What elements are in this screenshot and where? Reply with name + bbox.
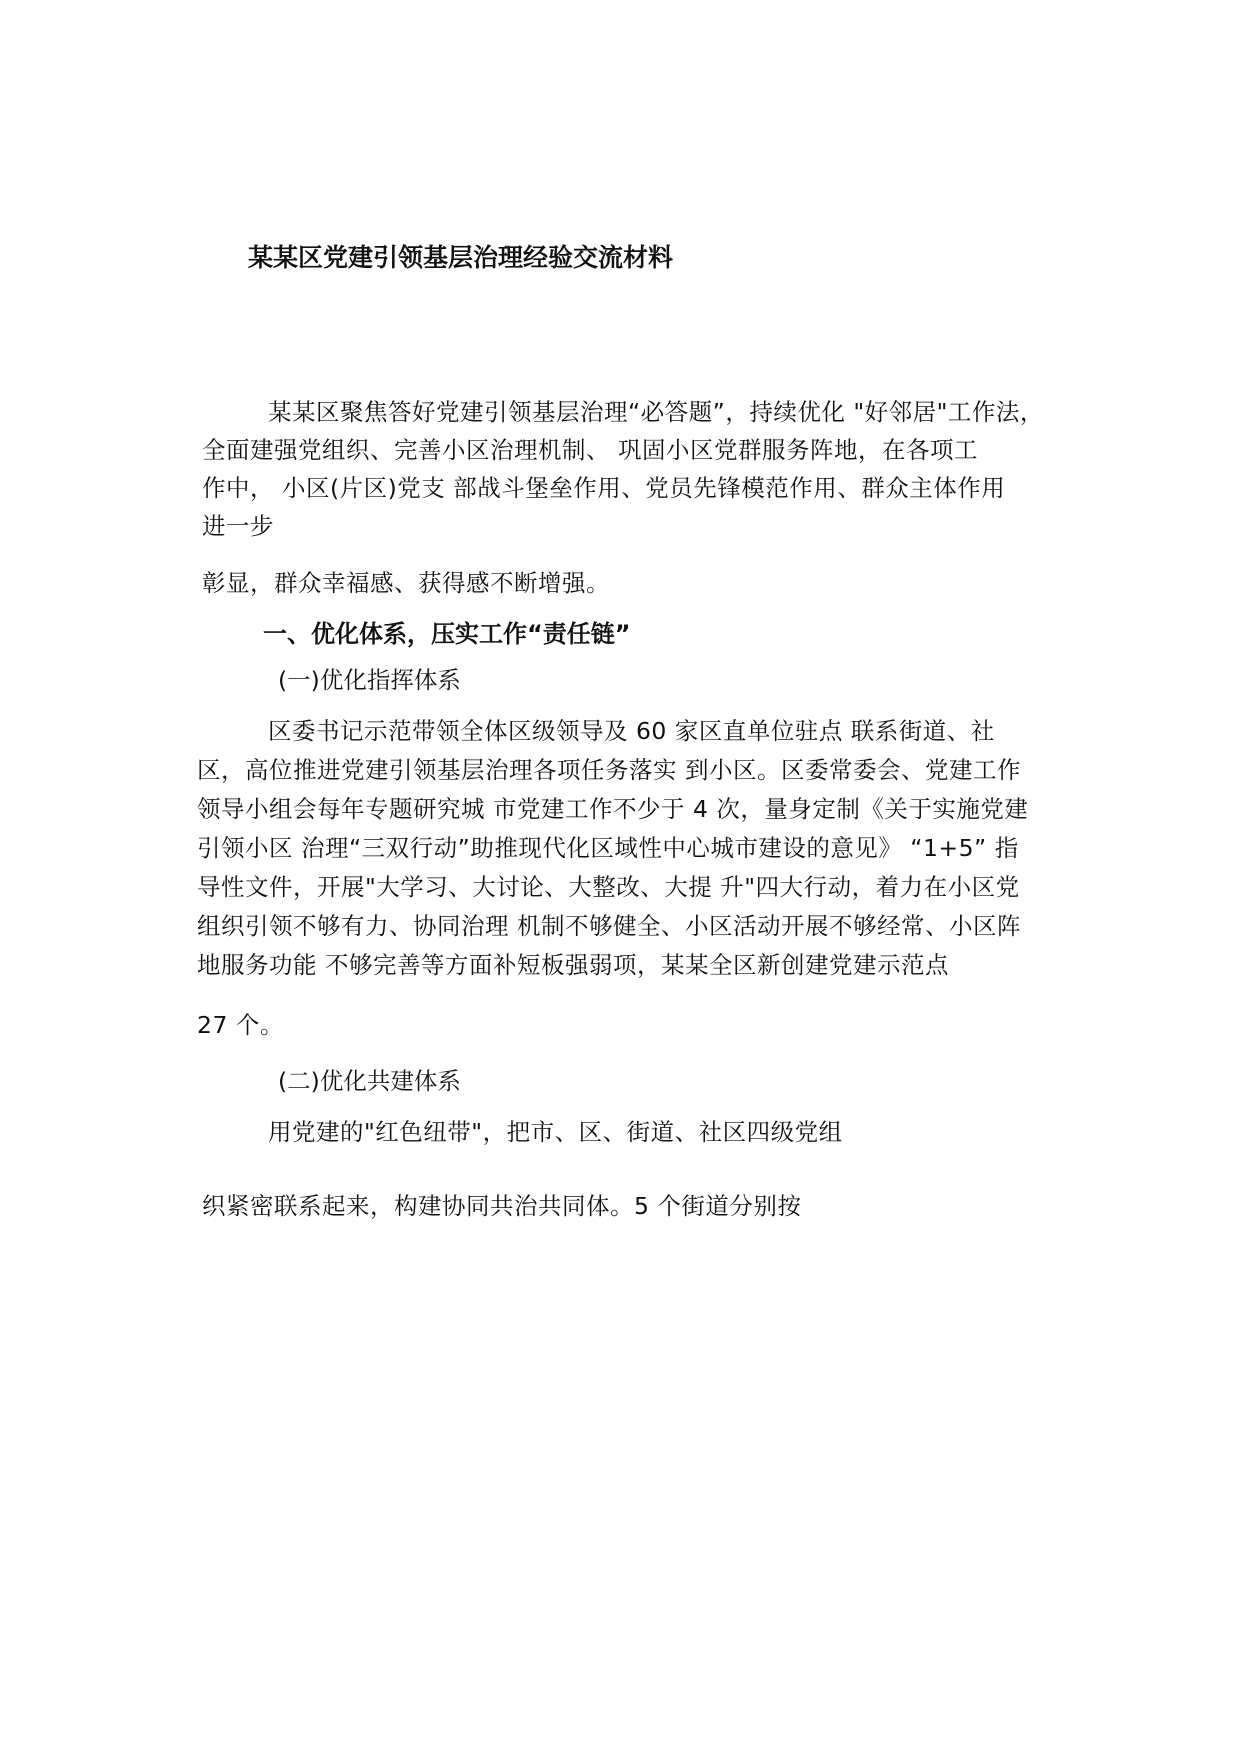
intro-line-2: 全面建强党组织、完善小区治理机制、 巩固小区党群服务阵地，在各项工: [202, 436, 978, 464]
sub1-line-5: 导性文件，开展"大学习、大讨论、大整改、大提 升"四大行动，着力在小区党: [197, 873, 1020, 901]
sub1-line-4: 引领小区 治理“三双行动”助推现代化区域性中心城市建设的意见》 “1+5” 指: [197, 834, 1019, 862]
sub1-line-7: 地服务功能 不够完善等方面补短板强弱项，某某全区新创建党建示范点: [197, 951, 949, 979]
sub1-line-1: 区委书记示范带领全体区级领导及 60 家区直单位驻点 联系街道、社: [268, 717, 995, 745]
subsection-1-heading: (一)优化指挥体系: [278, 666, 461, 694]
sub2-line-1: 用党建的"红色纽带"，把市、区、街道、社区四级党组: [268, 1118, 843, 1146]
sub1-line-3: 领导小组会每年专题研究城 市党建工作不少于 4 次，量身定制《关于实施党建: [197, 795, 1029, 823]
subsection-2-heading: (二)优化共建体系: [278, 1067, 461, 1095]
document-title: 某某区党建引领基层治理经验交流材料: [248, 243, 674, 272]
sub1-line-6: 组织引领不够有力、协同治理 机制不够健全、小区活动开展不够经常、小区阵: [197, 912, 1021, 940]
intro-line-1: 某某区聚焦答好党建引领基层治理“必答题”，持续优化 "好邻居"工作法，: [268, 398, 1044, 426]
intro-line-3: 作中， 小区(片区)党支 部战斗堡垒作用、党员先锋模范作用、群众主体作用: [202, 474, 1006, 502]
section-1-heading: 一、优化体系，压实工作“责任链”: [263, 620, 631, 648]
intro-line-5: 彰显，群众幸福感、获得感不断增强。: [202, 569, 610, 597]
intro-line-4: 进一步: [202, 512, 274, 540]
sub2-line-2: 织紧密联系起来，构建协同共治共同体。5 个街道分别按: [202, 1192, 802, 1220]
sub1-line-2: 区，高位推进党建引领基层治理各项任务落实 到小区。区委常委会、党建工作: [197, 756, 1021, 784]
sub1-line-8: 27 个。: [197, 1011, 284, 1039]
